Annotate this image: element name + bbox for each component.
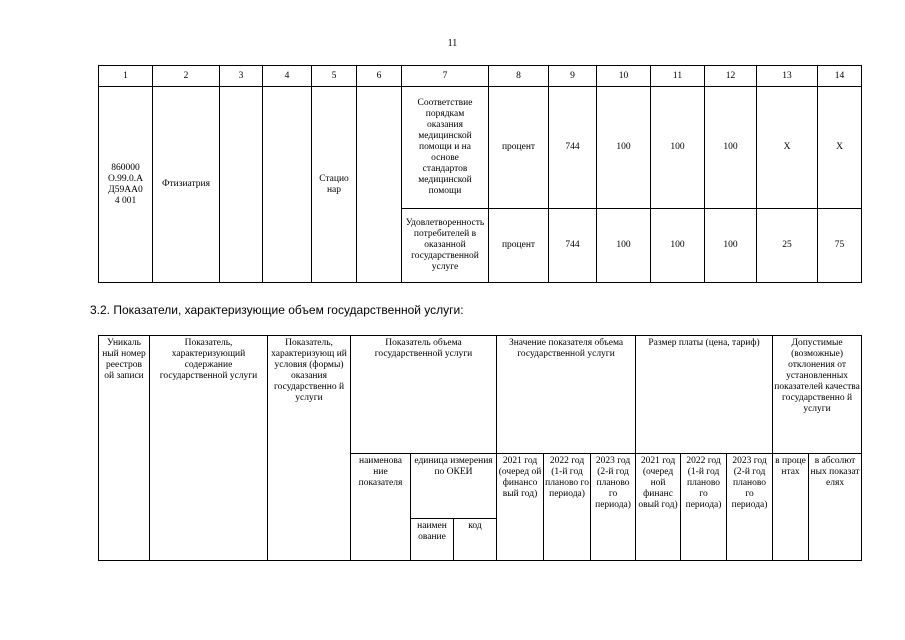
col-number: 11 bbox=[651, 66, 705, 87]
code-cell: 744 bbox=[549, 209, 597, 283]
col-number: 8 bbox=[489, 66, 549, 87]
indicator-cell: Соответствие порядкам оказания медицинской помощи и на основе стандартов медицинской помощи bbox=[402, 87, 489, 209]
value-2021-cell: 100 bbox=[597, 87, 651, 209]
header-value-2021: 2021 год (очеред ой финансо вый год) bbox=[497, 454, 544, 561]
col-number: 5 bbox=[312, 66, 357, 87]
volume-indicators-table bbox=[98, 335, 862, 561]
header-fee-2023: 2023 год (2-й год планово го периода) bbox=[727, 454, 773, 561]
code-cell: 744 bbox=[549, 87, 597, 209]
col-number: 2 bbox=[153, 66, 220, 87]
value-2022-cell: 100 bbox=[651, 87, 705, 209]
indicator-cell: Удовлетворенность потребителей в оказанной государственной услуге bbox=[402, 209, 489, 283]
value-2022-cell: 100 bbox=[651, 209, 705, 283]
table-row bbox=[99, 87, 862, 209]
header-volume-indicator: Показатель объема государственной услуги bbox=[351, 336, 497, 454]
header-okei-code: код bbox=[454, 519, 497, 561]
page-number: 11 bbox=[447, 38, 458, 49]
col-number: 7 bbox=[402, 66, 489, 87]
col-number: 13 bbox=[757, 66, 818, 87]
col-number: 9 bbox=[549, 66, 597, 87]
empty-cell bbox=[263, 87, 312, 283]
value-2023-cell: 100 bbox=[705, 209, 757, 283]
header-value-2022: 2022 год (1-й год планово го периода) bbox=[544, 454, 591, 561]
header-okei-name: наимен ование bbox=[411, 519, 454, 561]
header-indicator-name: наименова ние показателя bbox=[351, 454, 411, 561]
header-volume-value: Значение показателя объема государственной услуги bbox=[497, 336, 636, 454]
header-fee-2022: 2022 год (1-й год планово го периода) bbox=[681, 454, 727, 561]
deviation-pct-cell: Х bbox=[757, 87, 818, 209]
header-deviation-abs: в абсолют ных показат елях bbox=[809, 454, 862, 561]
quality-indicators-table bbox=[98, 65, 862, 283]
col-number: 6 bbox=[357, 66, 402, 87]
header-service-content: Показатель, характеризующий содержание государственной услуги bbox=[150, 336, 268, 561]
col-number: 4 bbox=[263, 66, 312, 87]
col-number: 14 bbox=[818, 66, 862, 87]
col-number: 3 bbox=[220, 66, 263, 87]
empty-cell bbox=[357, 87, 402, 283]
value-2023-cell: 100 bbox=[705, 87, 757, 209]
empty-cell bbox=[220, 87, 263, 283]
header-unique-number: Уникаль ный номер реестров ой записи bbox=[99, 336, 150, 561]
col-number: 1 bbox=[99, 66, 153, 87]
unit-cell: процент bbox=[489, 87, 549, 209]
header-fee-2021: 2021 год (очеред ной финанс овый год) bbox=[636, 454, 681, 561]
col-number: 12 bbox=[705, 66, 757, 87]
unit-cell: процент bbox=[489, 209, 549, 283]
header-value-2023: 2023 год (2-й год планово го периода) bbox=[591, 454, 636, 561]
header-okei-unit: единица измерения по ОКЕИ bbox=[411, 454, 497, 519]
deviation-abs-cell: Х bbox=[818, 87, 862, 209]
header-deviation: Допустимые (возможные) отклонения от установленных показателей качества государственно й услуги bbox=[773, 336, 862, 454]
section-title: 3.2. Показатели, характеризующие объем государственной услуги: bbox=[90, 303, 464, 317]
service-cell: Фтизиатрия bbox=[153, 87, 220, 283]
deviation-pct-cell: 25 bbox=[757, 209, 818, 283]
condition-cell: Стацио нар bbox=[312, 87, 357, 283]
value-2021-cell: 100 bbox=[597, 209, 651, 283]
column-number-row bbox=[99, 66, 862, 87]
header-service-conditions: Показатель, характеризующ ий условия (формы) оказания государственно й услуги bbox=[268, 336, 351, 561]
header-fee: Размер платы (цена, тариф) bbox=[636, 336, 773, 454]
col-number: 10 bbox=[597, 66, 651, 87]
deviation-abs-cell: 75 bbox=[818, 209, 862, 283]
header-deviation-pct: в проце нтах bbox=[773, 454, 809, 561]
record-id-cell: 860000 О.99.0.А Д59АА04 001 bbox=[99, 87, 153, 283]
